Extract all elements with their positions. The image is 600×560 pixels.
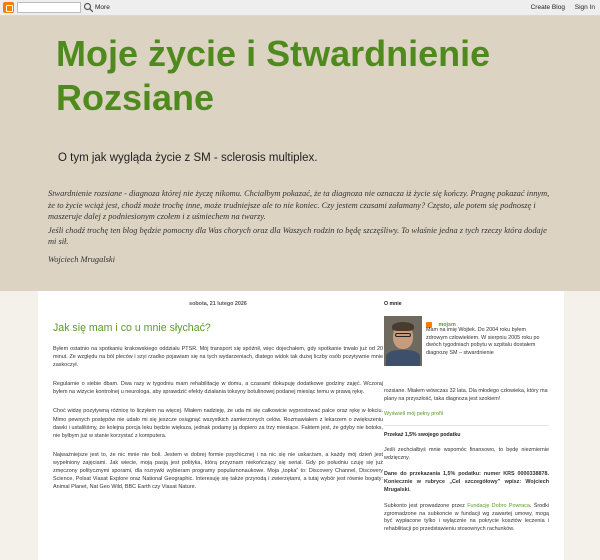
- about-widget-title: O mnie: [384, 301, 402, 307]
- profile-name-row: [426, 316, 456, 328]
- search-input[interactable]: [17, 2, 81, 13]
- tax-krs-paragraph: Dane do przekazania 1,5% podatku: numer KRS 0000338878. Koniecznie w rubryce „Cel szczegółowy” wpisz: Wojciech Mrugalski.: [384, 471, 549, 493]
- post-paragraph: Regularnie o siebie dbam. Dwa razy w tygodniu mam rehabilitację w domu, a czasami dokupuję dodatkowe godziny zajęć. Wczoraj byłem na wizycie kontrolnej u neurologa, aby sprawdzić efekty działania toksyny botulinowej podanej miesiąc temu w prawą rękę.: [53, 381, 383, 396]
- post-paragraph: Byłem ostatnio na spotkaniu krakowskiego oddziału PTSR. Mój transport się spóźnił, więc dojechałem, gdy spotkanie trwało już od 20 minut. Ze względu na ból pleców i szyi rzadko pojawiam się na tych wydarzeniach, dlatego widok tak dużej liczby osób pozytywnie mnie zaskoczył.: [53, 346, 383, 369]
- blog-title[interactable]: Moje życie i Stwardnienie Rozsiane: [56, 33, 491, 118]
- main-column: [53, 301, 383, 491]
- navbar-actions: [523, 2, 595, 13]
- sidebar: [384, 301, 549, 534]
- post-body: [53, 345, 383, 491]
- tax-widget: [384, 432, 549, 533]
- post-paragraph: Najważniejsze jest to, że nic mnie nie boli. Jestem w dobrej formie psychicznej i na nic się nie uskarżam, a każdy mój dzień jest wypełniony zajęciami. Jak wiecie, moją pasją jest polityka, którą przyznam niekończący się serial. Gdy po południu czuję się już zmęczony politycznymi sporami, dla rozrywki wybieram programy popularnonaukowe. Moja „topka” to: Discovery Channel, Discovery Science, Polsat Viasat Explore oraz National Geographic. Interesuję się także przyrodą i zwierzętami, a tutaj wybór jest równie bogaty: Animal Planet, Nat Geo Wild, BBC Earth czy Viasat Nature.: [53, 451, 383, 491]
- tax-foundation-paragraph: Subkonto jest prowadzone przez Fundację Dobro Powraca. Środki zgromadzone na subkoncie w fundacji wg zawartej umowy, mogą być wypłacone tylko i wyłącznie na pokrycie kosztów leczenia i rehabilitacji po przedstawieniu stosownych rachunków.: [384, 503, 550, 532]
- profile-name-link[interactable]: mojsm: [438, 321, 456, 328]
- sign-in-link[interactable]: Sign In: [574, 4, 595, 11]
- profile-bio-continued: rozsiane. Miałem wówczas 32 lata. Dla młodego człowieka, który ma plany na przyszłość, taka diagnoza jest szokiem!: [384, 388, 548, 402]
- more-menu[interactable]: More: [95, 4, 110, 11]
- post-title[interactable]: Jak się mam i co u mnie słychać?: [53, 322, 211, 334]
- widget-divider: [384, 425, 549, 426]
- blog-header: [0, 16, 600, 291]
- avatar[interactable]: [384, 316, 422, 366]
- blog-description: O tym jak wygląda życie z SM - sclerosis multiplex.: [58, 152, 318, 164]
- profile-bio: Mam na imię Wojtek. Do 2004 roku byłem zdrowym człowiekiem. W sierpniu 2005 roku po dwóch tygodniach pobytu w szpitalu dostałem diagnozę SM – stwardnienie: [426, 327, 540, 356]
- tax-paragraph: Jeśli zechciałbyś mnie wspomóc finansowo, to będę niezmiernie wdzięczny.: [384, 447, 549, 461]
- content-area: [38, 291, 564, 560]
- post-paragraph: Choć widzę pozytywną różnicę to liczyłem na więcej. Miałem nadzieję, że uda mi się całkowicie wyprostować palce oraz rękę w łokciu. Mimo pewnych postępów nie udało mi się jeszcze osiągnąć wszystkich zamierzonych celów. Rozmawiałem z lekarzem o zwiększeniu dawki i ustaliliśmy, że kolejna porcja leku będzie większa, jednak podamy ją dopiero za trzy miesiące. Faktem jest, że gdyby nie botoks, nie byłbym już w stanie korzystać z komputera.: [53, 408, 383, 439]
- intro-paragraph: Stwardnienie rozsiane - diagnoza której nie życzę nikomu. Chciałbym pokazać, że ta diagnoza nie oznacza iż życie się kończy. Pragnę pokazać innym, że to życie wciąż jest, chodź może trochę inne, może trudniejsze ale to nie koniec. Czy jestem czasami załamany? Często, ale potem się podnoszę i maszeruje dalej z podniesionym czołem i z uśmiechem na twarzy.: [48, 189, 550, 221]
- create-blog-link[interactable]: Create Blog: [530, 4, 565, 11]
- intro-text: [48, 188, 553, 267]
- foundation-link[interactable]: Fundację Dobro Powraca: [467, 503, 530, 510]
- search-icon[interactable]: [83, 2, 94, 13]
- full-profile-link[interactable]: Wyświetl mój pełny profil: [384, 411, 443, 418]
- intro-paragraph: Jeśli chodź trochę ten blog będzie pomocny dla Was chorych oraz dla Waszych rodzin to będę szczęśliwy. To właśnie jedna z tych rzeczy która dodaje mi sił.: [48, 225, 547, 246]
- blogger-logo-icon[interactable]: [3, 2, 14, 13]
- intro-signature: Wojciech Mrugalski: [48, 254, 115, 264]
- profile-widget: [384, 316, 549, 388]
- tax-widget-title: Przekaż 1,5% swojego podatku: [384, 432, 461, 439]
- post-date: sobota, 21 lutego 2026: [189, 301, 247, 307]
- blogger-navbar: [0, 0, 600, 16]
